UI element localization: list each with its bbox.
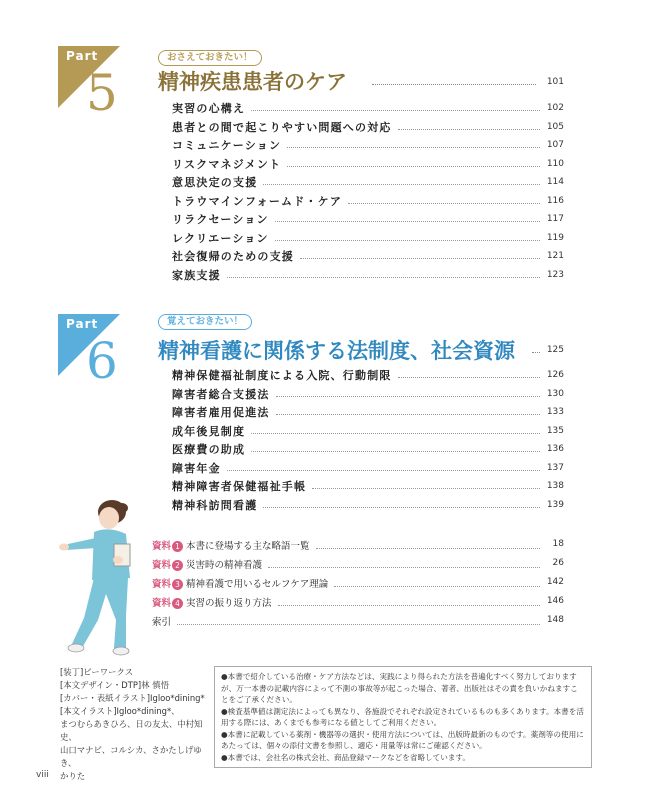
toc-item-page: 107 xyxy=(546,140,564,150)
credit-line: [カバー・表紙イラスト]Igloo*dining* xyxy=(60,693,205,703)
toc-item-page: 102 xyxy=(546,103,564,113)
toc-item-page: 121 xyxy=(546,251,564,261)
toc-item-leader xyxy=(348,203,540,204)
toc-item-leader xyxy=(276,396,540,397)
part-5-title[interactable]: 精神疾患患者のケア xyxy=(158,70,347,94)
toc-item[interactable]: 障害年金 xyxy=(172,461,221,475)
reference-number-badge: 3 xyxy=(172,579,183,590)
reference-page: 146 xyxy=(546,596,564,606)
nurse-pointing-icon xyxy=(54,498,150,658)
toc-item[interactable]: コミュニケーション xyxy=(172,139,282,152)
credit-line: [装丁]ビーワークス xyxy=(60,667,134,677)
reference-leader xyxy=(278,605,540,606)
reference-leader xyxy=(177,624,540,625)
reference-item[interactable] xyxy=(152,595,272,609)
toc-item-page: 117 xyxy=(546,214,564,224)
reference-tag: 資料 xyxy=(152,560,172,571)
reference-item[interactable] xyxy=(152,557,262,571)
nurse-illustration xyxy=(54,498,150,658)
credit-line: 山口マナビ、コルシカ、さかたしげゆき、 xyxy=(60,745,202,768)
reference-leader xyxy=(334,586,540,587)
toc-item-leader xyxy=(251,110,540,111)
reference-page: 148 xyxy=(546,615,564,625)
toc-item-page: 119 xyxy=(546,232,564,243)
toc-item-page: 123 xyxy=(546,269,564,280)
part-5-title-leader xyxy=(372,84,536,85)
reference-label: 災害時の精神看護 xyxy=(186,560,263,571)
toc-item[interactable]: 患者との間で起こりやすい問題への対応 xyxy=(172,120,392,134)
part-6-title-page: 125 xyxy=(546,345,564,355)
toc-item-leader xyxy=(276,414,540,415)
toc-item[interactable]: リラクセーション xyxy=(172,213,269,226)
toc-item-page: 138 xyxy=(546,481,564,491)
toc-item[interactable]: 意思決定の支援 xyxy=(172,176,258,189)
reference-number-badge: 2 xyxy=(172,560,183,571)
reference-label: 本書に登場する主な略語一覧 xyxy=(186,541,310,552)
reference-number-badge: 1 xyxy=(172,541,183,552)
reference-label: 精神看護で用いるセルフケア理論 xyxy=(186,579,329,590)
toc-item-leader xyxy=(251,451,540,452)
part-5-title-page: 101 xyxy=(546,77,564,87)
toc-item[interactable]: 成年後見制度 xyxy=(172,424,246,438)
toc-item-leader xyxy=(227,277,540,278)
reference-page: 18 xyxy=(552,539,564,549)
toc-item-page: 139 xyxy=(546,499,564,510)
toc-item-page: 105 xyxy=(546,121,564,132)
credits-block xyxy=(60,666,208,783)
toc-item-page: 135 xyxy=(546,425,564,436)
part-6-word: Part xyxy=(66,317,99,331)
reference-page: 142 xyxy=(546,577,564,587)
credit-line: [本文イラスト]Igloo*dining*、 xyxy=(60,706,180,716)
part-6-badge xyxy=(58,314,136,392)
toc-item[interactable]: トラウマインフォームド・ケア xyxy=(172,194,343,208)
reference-label: 実習の振り返り方法 xyxy=(186,598,272,609)
toc-item-leader xyxy=(275,240,540,241)
toc-item-leader xyxy=(300,258,540,259)
toc-item-leader xyxy=(227,470,540,471)
toc-item-page: 136 xyxy=(546,444,564,454)
toc-item[interactable]: 家族支援 xyxy=(172,268,221,282)
reference-label: 索引 xyxy=(152,617,172,628)
notes-box xyxy=(214,666,592,768)
toc-item[interactable]: 社会復帰のための支援 xyxy=(172,250,294,263)
toc-item-leader xyxy=(263,184,540,185)
reference-item[interactable] xyxy=(152,614,171,628)
toc-item[interactable]: 精神保健福祉制度による入院、行動制限 xyxy=(172,369,392,382)
part-5-word: Part xyxy=(66,49,99,63)
footer-page-number: viii xyxy=(36,770,49,780)
toc-item-page: 114 xyxy=(546,177,564,187)
part-5-number: 5 xyxy=(86,64,118,122)
note-line: ●本書に記載している薬剤・機器等の選択・使用方法については、出版時最新のものです。薬剤等の使用にあたっては、個々の添付文書を参照し、適応・用量等は常にご確認ください。 xyxy=(221,729,584,750)
toc-item[interactable]: 医療費の助成 xyxy=(172,443,246,456)
toc-item-page: 137 xyxy=(546,462,564,473)
reference-item[interactable] xyxy=(152,538,310,552)
toc-item-page: 133 xyxy=(546,407,564,417)
part-5-pill: おさえておきたい！ xyxy=(158,50,262,66)
toc-item-leader xyxy=(251,433,540,434)
reference-tag: 資料 xyxy=(152,598,172,609)
reference-leader xyxy=(316,548,540,549)
toc-item-leader xyxy=(287,147,540,148)
note-line: ●検査基準値は測定法によっても異なり、各施設でそれぞれ設定されているものも多くあります。本書を活用する際には、あくまでも参考になる値としてご利用ください。 xyxy=(221,706,584,727)
reference-tag: 資料 xyxy=(152,541,172,552)
part-5-badge xyxy=(58,46,136,124)
credit-line: かりた xyxy=(60,771,86,781)
toc-item-page: 110 xyxy=(546,158,564,169)
toc-item[interactable]: リスクマネジメント xyxy=(172,157,282,171)
reference-page: 26 xyxy=(552,558,564,568)
toc-item-leader xyxy=(398,129,540,130)
part-6-title[interactable]: 精神看護に関係する法制度、社会資源 xyxy=(158,339,515,363)
toc-item[interactable]: 実習の心構え xyxy=(172,102,246,115)
note-line: ●本書で紹介している治療・ケア方法などは、実践により得られた方法を普遍化すべく努力しておりますが、万一本書の記載内容によって不測の事故等が起こった場合、著者、出版社はその責を負いかねますことをご了承ください。 xyxy=(221,672,578,704)
part-6-pill: 覚えておきたい！ xyxy=(158,314,252,330)
toc-item-leader xyxy=(275,221,540,222)
credit-line: [本文デザイン・DTP]林 慎悟 xyxy=(60,680,169,690)
toc-item[interactable]: 障害者総合支援法 xyxy=(172,387,270,401)
reference-tag: 資料 xyxy=(152,579,172,590)
toc-item-page: 130 xyxy=(546,388,564,399)
toc-item-leader xyxy=(287,166,540,167)
note-line: ●本書では、会社名の株式会社、商品登録マークなどを省略しています。 xyxy=(221,752,471,762)
reference-item[interactable] xyxy=(152,576,328,590)
toc-item[interactable]: 障害者雇用促進法 xyxy=(172,406,270,419)
toc-item[interactable]: 精神障害者保健福祉手帳 xyxy=(172,480,307,493)
part-6-number: 6 xyxy=(86,332,118,390)
toc-item-leader xyxy=(312,488,540,489)
reference-leader xyxy=(268,567,540,568)
toc-item-leader xyxy=(398,377,540,378)
toc-item[interactable]: レクリエーション xyxy=(172,231,269,245)
toc-item-leader xyxy=(263,507,540,508)
toc-item-page: 116 xyxy=(546,195,564,206)
toc-item[interactable]: 精神科訪問看護 xyxy=(172,498,258,512)
toc-item-page: 126 xyxy=(546,370,564,380)
reference-number-badge: 4 xyxy=(172,598,183,609)
credit-line: まつむらあきひろ、日の友太、中村知史、 xyxy=(60,719,203,742)
